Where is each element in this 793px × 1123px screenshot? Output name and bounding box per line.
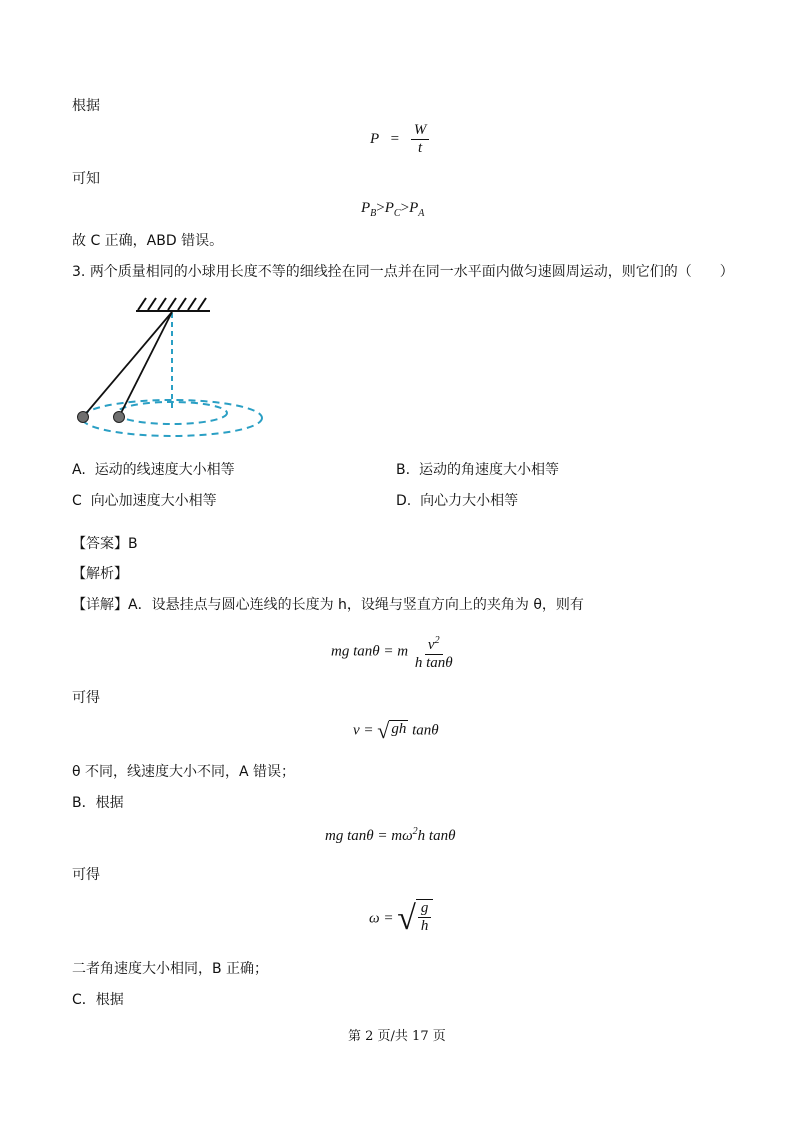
eq2-rhs: tanθ bbox=[412, 722, 439, 739]
compare-p2: P bbox=[384, 200, 394, 216]
option-d bbox=[396, 492, 518, 510]
sqrt-sign-icon: √ bbox=[397, 900, 416, 937]
formula-power bbox=[370, 122, 429, 157]
eq1-num-v: v bbox=[427, 637, 435, 653]
eq4-den: h bbox=[420, 918, 429, 934]
question-stem bbox=[72, 263, 734, 281]
option-a-label: A. bbox=[72, 462, 86, 478]
ball-outer bbox=[78, 412, 89, 423]
compare-sub-b: B bbox=[370, 208, 377, 219]
option-c bbox=[72, 492, 217, 510]
eq4-num: g bbox=[418, 900, 432, 918]
ceiling-hatch bbox=[136, 298, 210, 311]
question-text: 两个质量相同的小球用长度不等的细线拴在同一点并在同一水平面内做匀速圆周运动，则它们的（ ） bbox=[89, 264, 734, 280]
text-kezhi: 可知 bbox=[72, 171, 100, 187]
text-genju-1: 根据 bbox=[72, 98, 100, 114]
text-kede-1: 可得 bbox=[72, 690, 100, 706]
compare-op2: > bbox=[400, 200, 410, 216]
formula-eq2 bbox=[353, 720, 439, 742]
compare-op1: > bbox=[376, 200, 385, 216]
formula-eq4 bbox=[369, 899, 433, 939]
option-b-label: B. bbox=[396, 462, 411, 478]
eq4-radicand bbox=[416, 899, 434, 939]
power-num: W bbox=[411, 122, 430, 140]
question-number: 3. bbox=[72, 264, 86, 280]
compare-p3: P bbox=[409, 200, 419, 216]
eq4-fraction bbox=[418, 900, 432, 935]
formula-compare bbox=[361, 200, 424, 219]
text-c-genju: C．根据 bbox=[72, 992, 124, 1008]
option-b bbox=[396, 461, 559, 479]
compare-sub-a: A bbox=[418, 208, 425, 219]
eq2-radicand: gh bbox=[389, 720, 408, 742]
power-lhs: P bbox=[370, 130, 379, 147]
option-d-text: 向心力大小相等 bbox=[420, 493, 519, 509]
eq1-num bbox=[425, 632, 443, 655]
text-conclusion-prev: 故 C 正确，ABD 错误。 bbox=[72, 233, 224, 249]
answer-line: 【答案】B bbox=[72, 536, 138, 552]
eq1-fraction bbox=[412, 632, 456, 672]
detail-line: 【详解】A．设悬挂点与圆心连线的长度为 h，设绳与竖直方向上的夹角为 θ，则有 bbox=[72, 597, 584, 613]
ball-inner bbox=[114, 412, 125, 423]
eq4-sqrt bbox=[397, 899, 433, 939]
formula-eq3 bbox=[325, 826, 455, 845]
option-d-label: D. bbox=[396, 493, 412, 509]
power-den: t bbox=[418, 140, 423, 156]
eq3-lhs: mg tanθ = mω bbox=[325, 828, 413, 844]
eq1-den: h tanθ bbox=[414, 655, 453, 671]
result-b-line: 二者角速度大小相同，B 正确； bbox=[72, 961, 269, 977]
pendulum-diagram bbox=[72, 295, 272, 445]
eq3-exp: 2 bbox=[412, 826, 418, 837]
option-b-text: 运动的角速度大小相等 bbox=[418, 462, 559, 478]
option-a bbox=[72, 461, 235, 479]
eq3-rhs: h tanθ bbox=[417, 828, 456, 844]
power-eq: = bbox=[390, 130, 400, 147]
option-c-label: C bbox=[72, 493, 82, 509]
eq2-lhs: v = bbox=[353, 722, 374, 739]
option-a-text: 运动的线速度大小相等 bbox=[94, 462, 235, 478]
result-a-line: θ 不同，线速度大小不同，A 错误； bbox=[72, 764, 296, 780]
power-fraction bbox=[411, 122, 430, 157]
option-c-text: 向心加速度大小相等 bbox=[90, 493, 217, 509]
sqrt-sign-icon: √ bbox=[377, 718, 390, 743]
compare-sub-c: C bbox=[393, 208, 401, 219]
eq4-lhs: ω = bbox=[369, 910, 394, 927]
formula-eq1 bbox=[331, 632, 456, 672]
eq1-num-exp: 2 bbox=[434, 635, 440, 646]
page-footer: 第 2 页/共 17 页 bbox=[348, 1029, 446, 1044]
compare-p1: P bbox=[361, 200, 371, 216]
eq1-lhs: mg tanθ = m bbox=[331, 643, 409, 660]
text-kede-2: 可得 bbox=[72, 867, 100, 883]
text-b-genju: B．根据 bbox=[72, 795, 124, 811]
analysis-heading: 【解析】 bbox=[72, 566, 128, 582]
eq2-sqrt bbox=[377, 720, 408, 742]
